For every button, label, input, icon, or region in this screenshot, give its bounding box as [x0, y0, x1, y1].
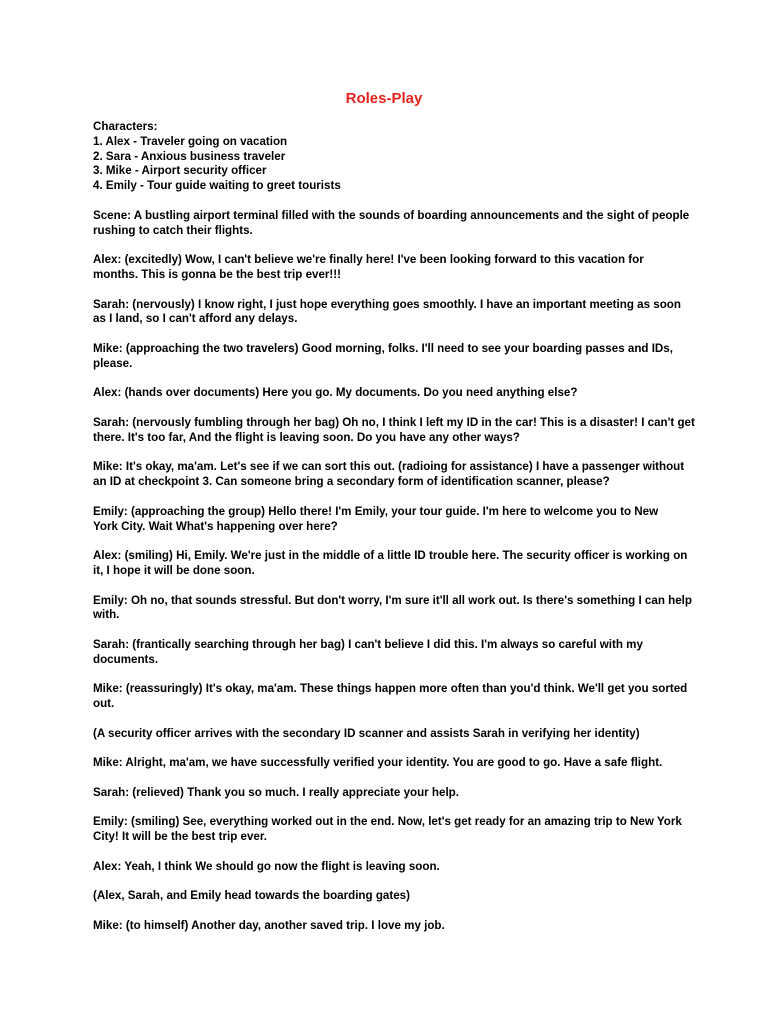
text-line: Sarah: (nervously) I know right, I just hope everything goes smoothly. I have an important meeting as soon — [93, 297, 681, 311]
paragraph — [93, 386, 683, 401]
text-line: with. — [93, 608, 120, 622]
paragraph — [93, 298, 683, 328]
paragraph — [93, 919, 683, 934]
text-line: out. — [93, 697, 115, 711]
paragraph — [93, 253, 683, 283]
text-line: there. It's too far, And the flight is leaving soon. Do you have any other ways? — [93, 430, 520, 444]
text-line: Sarah: (frantically searching through her bag) I can't believe I did this. I'm always so careful with my — [93, 637, 643, 651]
text-line: Scene: A bustling airport terminal filled with the sounds of boarding announcements and the sight of people — [93, 208, 690, 222]
text-line: Sarah: (relieved) Thank you so much. I really appreciate your help. — [93, 785, 459, 799]
text-line: 4. Emily - Tour guide waiting to greet tourists — [93, 179, 341, 193]
text-line: Emily: Oh no, that sounds stressful. But don't worry, I'm sure it'll all work out. Is there's something I can help — [93, 593, 692, 607]
text-line: months. This is gonna be the best trip ever!!! — [93, 267, 342, 281]
text-line: Mike: Alright, ma'am, we have successfully verified your identity. You are good to go. Have a safe flight. — [93, 756, 663, 770]
text-line: documents. — [93, 652, 159, 666]
text-line: Alex: (excitedly) Wow, I can't believe we're finally here! I've been looking forward to this vacation for — [93, 253, 644, 267]
text-line: it, I hope it will be done soon. — [93, 563, 255, 577]
text-line: Sarah: (nervously fumbling through her bag) Oh no, I think I left my ID in the car! This is a disaster! I can't get — [93, 415, 695, 429]
paragraph — [93, 786, 683, 801]
text-line: Alex: Yeah, I think We should go now the flight is leaving soon. — [93, 859, 440, 873]
text-line: City! It will be the best trip ever. — [93, 830, 267, 844]
paragraph — [93, 682, 688, 712]
paragraph — [93, 593, 692, 624]
text-line: 2. Sara - Anxious business traveler — [93, 149, 286, 163]
paragraph — [93, 756, 683, 771]
text-line: Mike: (approaching the two travelers) Good morning, folks. I'll need to see your boarding passes and IDs, — [93, 341, 673, 355]
paragraph — [93, 505, 683, 535]
text-line: York City. Wait What's happening over here? — [93, 519, 338, 533]
paragraph — [93, 727, 683, 742]
paragraph — [93, 815, 683, 845]
text-line: Mike: (to himself) Another day, another saved trip. I love my job. — [93, 919, 445, 933]
document-body — [93, 120, 695, 934]
text-line: Characters: — [93, 120, 158, 133]
paragraph — [93, 638, 683, 668]
paragraph — [93, 415, 695, 446]
text-line: (A security officer arrives with the secondary ID scanner and assists Sarah in verifying her identity) — [93, 726, 640, 740]
document-title: Roles-Play — [345, 90, 423, 107]
paragraph — [93, 208, 690, 239]
paragraph — [93, 460, 683, 490]
text-line: rushing to catch their flights. — [93, 223, 253, 237]
text-line: (Alex, Sarah, and Emily head towards the boarding gates) — [93, 889, 410, 903]
text-line: Mike: (reassuringly) It's okay, ma'am. These things happen more often than you'd think. We'll get you sorted — [93, 682, 688, 696]
text-line: Alex: (smiling) Hi, Emily. We're just in the middle of a little ID trouble here. The security officer is working on — [93, 549, 688, 563]
text-line: Emily: (smiling) See, everything worked out in the end. Now, let's get ready for an amazing trip to New York — [93, 815, 682, 829]
paragraph — [93, 549, 688, 579]
text-line: 1. Alex - Traveler going on vacation — [93, 134, 288, 148]
paragraph — [93, 342, 683, 372]
paragraph — [93, 120, 683, 194]
text-line: 3. Mike - Airport security officer — [93, 164, 267, 178]
text-line: an ID at checkpoint 3. Can someone bring a secondary form of identification scanner, please? — [93, 475, 610, 489]
text-line: Mike: It's okay, ma'am. Let's see if we can sort this out. (radioing for assistance) I have a passenger without — [93, 460, 685, 474]
paragraph — [93, 889, 683, 904]
paragraph — [93, 860, 683, 875]
text-line: Alex: (hands over documents) Here you go. My documents. Do you need anything else? — [93, 386, 578, 400]
text-line: please. — [93, 356, 133, 370]
text-line: Emily: (approaching the group) Hello there! I'm Emily, your tour guide. I'm here to welcome you to New — [93, 504, 659, 518]
text-line: as I land, so I can't afford any delays. — [93, 312, 298, 326]
